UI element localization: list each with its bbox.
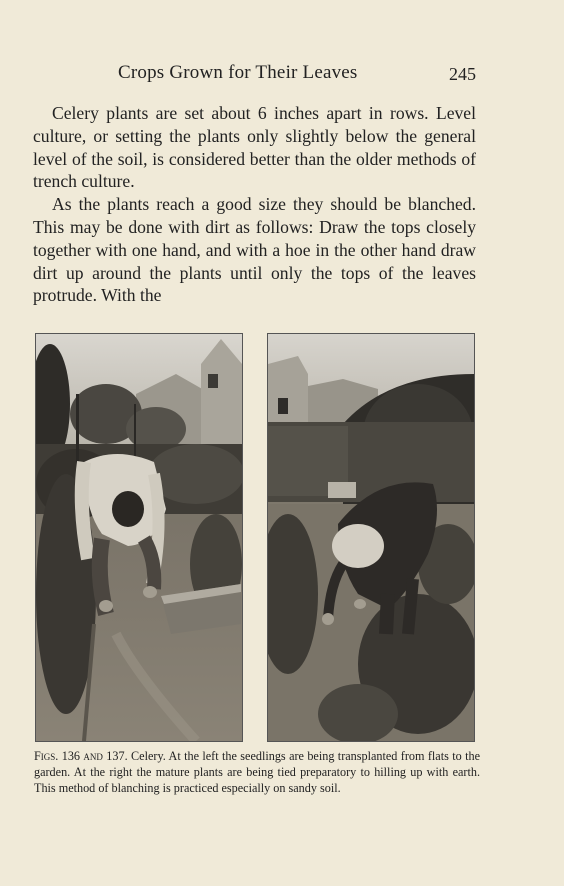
running-head — [34, 62, 476, 88]
page-number: 245 — [449, 64, 476, 84]
chapter-title: Crops Grown for Their Leaves — [118, 62, 358, 83]
paragraph-2: As the plants reach a good size they should be blanched. This may be done with dirt as follows: Draw the tops closely together with one hand, and with a hoe in the other hand draw dirt up around the plants until only the tops of the leaves protrude. With the — [33, 194, 476, 306]
body-text — [33, 102, 476, 307]
paragraph-1: Celery plants are set about 6 inches apart in rows. Level culture, or setting the plants only slightly below the general level of the soil, is considered better than the older methods of trench culture. — [33, 103, 476, 192]
figure-caption — [34, 748, 480, 797]
caption-text: Celery. At the left the seedlings are being transplanted from flats to the garden. At the right the mature plants are being tied preparatory to hilling up with earth. This method of blanching is practiced especially on sandy soil. — [34, 749, 481, 796]
photo-transplanting-seedlings — [35, 333, 243, 742]
caption-figure-numbers: Figs. 136 and 137. — [34, 749, 128, 763]
photo-tying-celery — [267, 333, 475, 742]
